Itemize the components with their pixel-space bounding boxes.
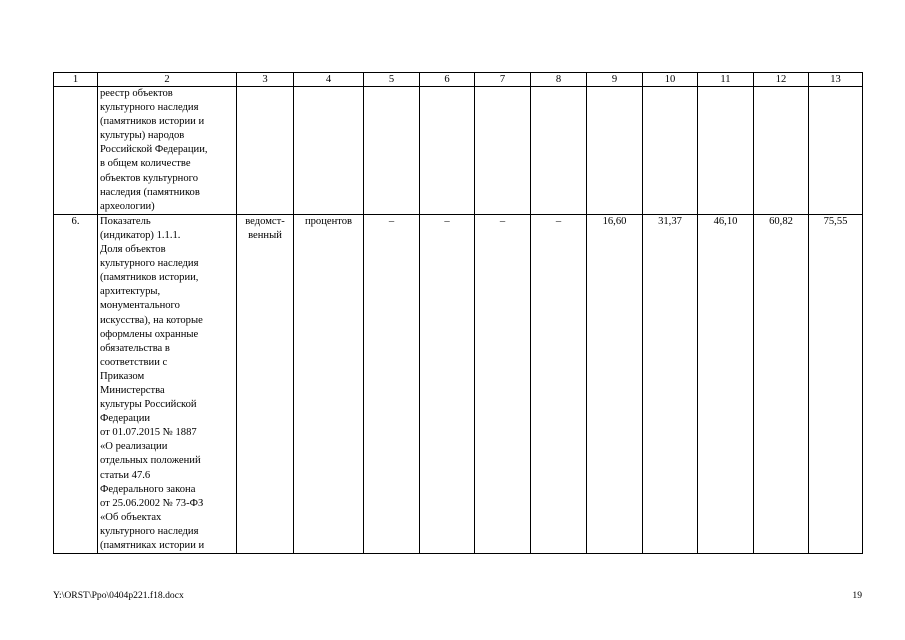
description-line: Показатель xyxy=(100,215,151,227)
empty-cell xyxy=(587,87,643,215)
header-cell: 7 xyxy=(475,73,531,87)
row-description-cell xyxy=(98,87,237,215)
value-cell: – xyxy=(420,214,475,553)
indicator-type-cell xyxy=(237,214,294,553)
empty-cell xyxy=(420,87,475,215)
description-line: культуры Российской xyxy=(100,399,197,411)
value-cell: 60,82 xyxy=(754,214,809,553)
description-line: в общем количестве xyxy=(100,158,191,170)
value-cell: – xyxy=(364,214,420,553)
description-line: искусства), на которые xyxy=(100,314,203,326)
empty-cell xyxy=(698,87,754,215)
header-cell: 6 xyxy=(420,73,475,87)
description-line: Федерального закона xyxy=(100,483,196,495)
description-line: соответствии с xyxy=(100,356,168,368)
value-cell: – xyxy=(531,214,587,553)
footer-file-path: Y:\ORST\Ppo\0404p221.f18.docx xyxy=(53,590,184,601)
description-line: от 25.06.2002 № 73-ФЗ xyxy=(100,497,204,509)
empty-cell xyxy=(643,87,698,215)
empty-cell xyxy=(754,87,809,215)
description-line: Приказом xyxy=(100,370,145,382)
header-cell: 2 xyxy=(98,73,237,87)
description-line: археологии) xyxy=(100,200,155,212)
description-line: наследия (памятников xyxy=(100,186,200,198)
empty-cell xyxy=(237,87,294,215)
empty-cell xyxy=(531,87,587,215)
header-cell: 12 xyxy=(754,73,809,87)
value-cell: 46,10 xyxy=(698,214,754,553)
empty-cell xyxy=(809,87,863,215)
description-line: Министерства xyxy=(100,384,165,396)
table-row-6 xyxy=(54,214,863,553)
header-cell: 13 xyxy=(809,73,863,87)
description-line: (индикатор) 1.1.1. xyxy=(100,229,181,241)
description-line: отдельных положений xyxy=(100,455,201,467)
unit-cell: процентов xyxy=(294,214,364,553)
description-line: статьи 47.6 xyxy=(100,469,151,481)
header-row xyxy=(54,73,863,87)
description-line: «О реализации xyxy=(100,441,168,453)
value-cell: 16,60 xyxy=(587,214,643,553)
header-cell: 5 xyxy=(364,73,420,87)
description-line: культурного наследия xyxy=(100,525,199,537)
description-line: Доля объектов xyxy=(100,244,166,256)
empty-cell xyxy=(364,87,420,215)
description-line: реестр объектов xyxy=(100,88,173,99)
row-number-cell xyxy=(54,87,98,215)
header-cell: 10 xyxy=(643,73,698,87)
description-line: Российской Федерации, xyxy=(100,144,208,156)
table-row-continuation xyxy=(54,87,863,215)
header-cell: 8 xyxy=(531,73,587,87)
description-line: монументального xyxy=(100,300,180,312)
description-line: объектов культурного xyxy=(100,172,199,184)
indicator-type-line: ведомст- xyxy=(245,215,285,227)
footer-page-number: 19 xyxy=(852,590,862,601)
value-cell: – xyxy=(475,214,531,553)
value-cell: 75,55 xyxy=(809,214,863,553)
indicators-table xyxy=(53,72,863,554)
empty-cell xyxy=(294,87,364,215)
description-line: от 01.07.2015 № 1887 xyxy=(100,427,197,439)
header-cell: 1 xyxy=(54,73,98,87)
row-description-cell xyxy=(98,214,237,553)
description-line: культуры) народов xyxy=(100,130,185,142)
description-line: обязательства в xyxy=(100,342,170,354)
description-line: (памятников истории и xyxy=(100,116,205,128)
description-line: культурного наследия xyxy=(100,258,199,270)
description-line: архитектуры, xyxy=(100,286,161,298)
description-line: «Об объектах xyxy=(100,511,162,523)
description-line: (памятниках истории и xyxy=(100,540,205,551)
header-cell: 3 xyxy=(237,73,294,87)
header-cell: 4 xyxy=(294,73,364,87)
value-cell: 31,37 xyxy=(643,214,698,553)
header-cell: 11 xyxy=(698,73,754,87)
description-line: оформлены охранные xyxy=(100,328,199,340)
empty-cell xyxy=(475,87,531,215)
description-line: Федерации xyxy=(100,413,151,425)
indicator-type-line: венный xyxy=(248,229,282,241)
header-cell: 9 xyxy=(587,73,643,87)
description-line: (памятников истории, xyxy=(100,272,199,284)
row-number-cell: 6. xyxy=(54,214,98,553)
description-line: культурного наследия xyxy=(100,102,199,114)
